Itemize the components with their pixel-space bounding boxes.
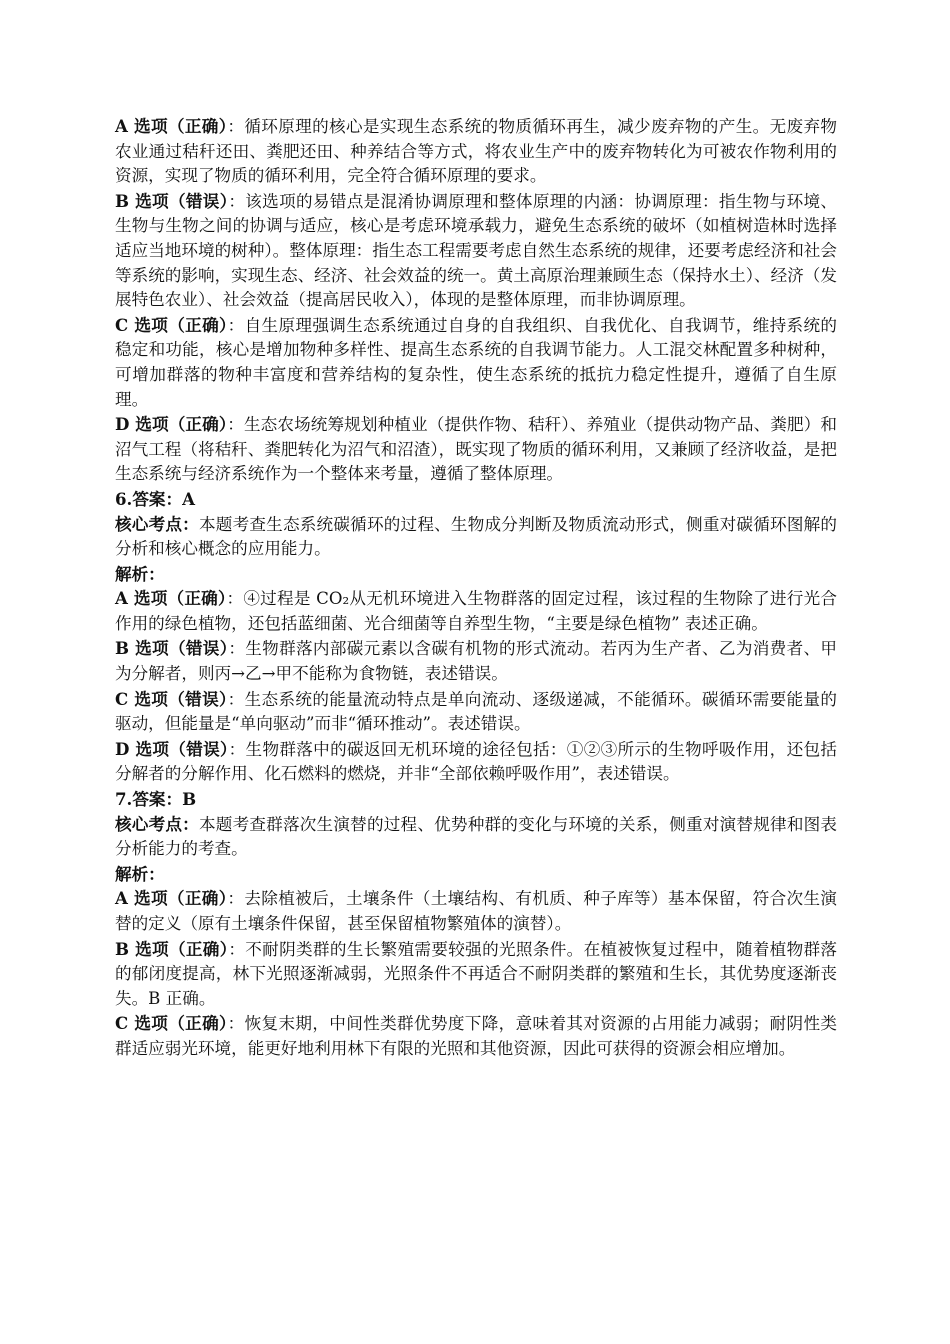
option-text: ：④过程是 CO₂从无机环境进入生物群落的固定过程，该过程的生物除了进行光合作用的绿色植物，还包括蓝细菌、光合细菌等自养型生物，“主要是绿色植物” 表述正确。 [115,589,837,633]
q6-option-a [115,586,837,636]
option-text: ：不耐阴类群的生长繁殖需要较强的光照条件。在植被恢复过程中，随着植物群落的郁闭度提高，林下光照逐渐减弱，光照条件不再适合不耐阴类群的繁殖和生长，其优势度逐渐丧失。B 正确。 [115,939,837,1008]
option-label: C 选项（正确） [115,1013,228,1034]
option-label: A 选项（正确） [115,588,227,609]
q7-analysis-heading: 解析： [115,863,165,884]
option-label: A 选项（正确） [115,888,228,909]
q6-core-point [115,512,837,562]
option-text: ：生物群落中的碳返回无机环境的途径包括：①②③所示的生物呼吸作用，还包括分解者的分解作用、化石燃料的燃烧，并非“全部依赖呼吸作用”，表述错误。 [115,739,838,784]
document-page [115,114,837,1062]
option-text: ：循环原理的核心是实现生态系统的物质循环再生，减少废弃物的产生。无废弃物农业通过秸秆还田、粪肥还田、种养结合等方式，将农业生产中的废弃物转化为可被农作物利用的资源，实现了物质的循环利用，完全符合循环原理的要求。 [115,117,838,186]
option-text: ：生物群落内部碳元素以含碳有机物的形式流动。若丙为生产者、乙为消费者、甲为分解者，则丙→乙→甲不能称为食物链，表述错误。 [115,639,837,684]
q7-option-a [115,886,837,936]
q6-option-c [115,687,837,737]
core-label: 核心考点： [115,513,199,534]
q6-answer: 6.答案：A [115,488,195,509]
q5-option-a [115,114,837,189]
option-text: ：生态农场统筹规划种植业（提供作物、秸秆）、养殖业（提供动物产品、粪肥）和沼气工程（将秸秆、粪肥转化为沼气和沼渣），既实现了物质的循环利用，又兼顾了经济收益，是把生态系统与经济系统作为一个整体来考量，遵循了整体原理。 [115,415,837,484]
q7-option-b [115,937,837,1012]
option-label: D 选项（正确） [115,414,228,435]
option-text: ：该选项的易错点是混淆协调原理和整体原理的内涵：协调原理：指生物与环境、生物与生物之间的协调与适应，核心是考虑环境承载力，避免生态系统的破坏（如植树造林时选择适应当地环境的树种）。整体原理：指生态工程需要考虑自然生态系统的规律，还要考虑经济和社会等系统的影响，实现生态、经济、社会效益的统一。黄土高原治理兼顾生态（保持水土）、经济（发展特色农业）、社会效益（提高居民收入），体现的是整体原理，而非协调原理。 [115,191,837,310]
q5-option-b [115,189,837,313]
option-text: ：生态系统的能量流动特点是单向流动、逐级递减，不能循环。碳循环需要能量的驱动，但能量是“单向驱动”而非“循环推动”。表述错误。 [115,689,838,734]
q7-option-c [115,1011,837,1061]
core-text: 本题考查生态系统碳循环的过程、生物成分判断及物质流动形式，侧重对碳循环图解的分析和核心概念的应用能力。 [115,514,838,559]
option-text: ：自生原理强调生态系统通过自身的自我组织、自我优化、自我调节，维持系统的稳定和功能，核心是增加物种多样性、提高生态系统的自我调节能力。人工混交林配置多种树种，可增加群落的物种丰富度和营养结构的复杂性，使生态系统的抵抗力稳定性提升，遵循了自生原理。 [115,315,838,409]
option-label: C 选项（正确） [115,314,228,335]
core-label: 核心考点： [115,813,199,834]
option-label: C 选项（错误） [115,688,228,709]
option-label: B 选项（错误） [115,638,229,659]
option-label: D 选项（错误） [115,738,229,759]
q6-analysis-heading: 解析： [115,563,165,584]
option-label: B 选项（正确） [115,938,229,959]
core-text: 本题考查群落次生演替的过程、优势种群的变化与环境的关系，侧重对演替规律和图表分析能力的考查。 [115,814,838,859]
option-text: ：恢复末期，中间性类群优势度下降，意味着其对资源的占用能力减弱；耐阴性类群适应弱光环境，能更好地利用林下有限的光照和其他资源，因此可获得的资源会相应增加。 [115,1014,838,1058]
q6-option-b [115,636,837,686]
option-text: ：去除植被后，土壤条件（土壤结构、有机质、种子库等）基本保留，符合次生演替的定义（原有土壤条件保留，甚至保留植物繁殖体的演替）。 [115,889,838,933]
q6-option-d [115,737,837,787]
option-label: B 选项（错误） [115,190,229,211]
q7-answer: 7.答案：B [115,789,197,810]
q5-option-c [115,313,837,412]
q7-core-point [115,812,837,862]
option-label: A 选项（正确） [115,116,228,136]
q5-option-d [115,412,837,487]
